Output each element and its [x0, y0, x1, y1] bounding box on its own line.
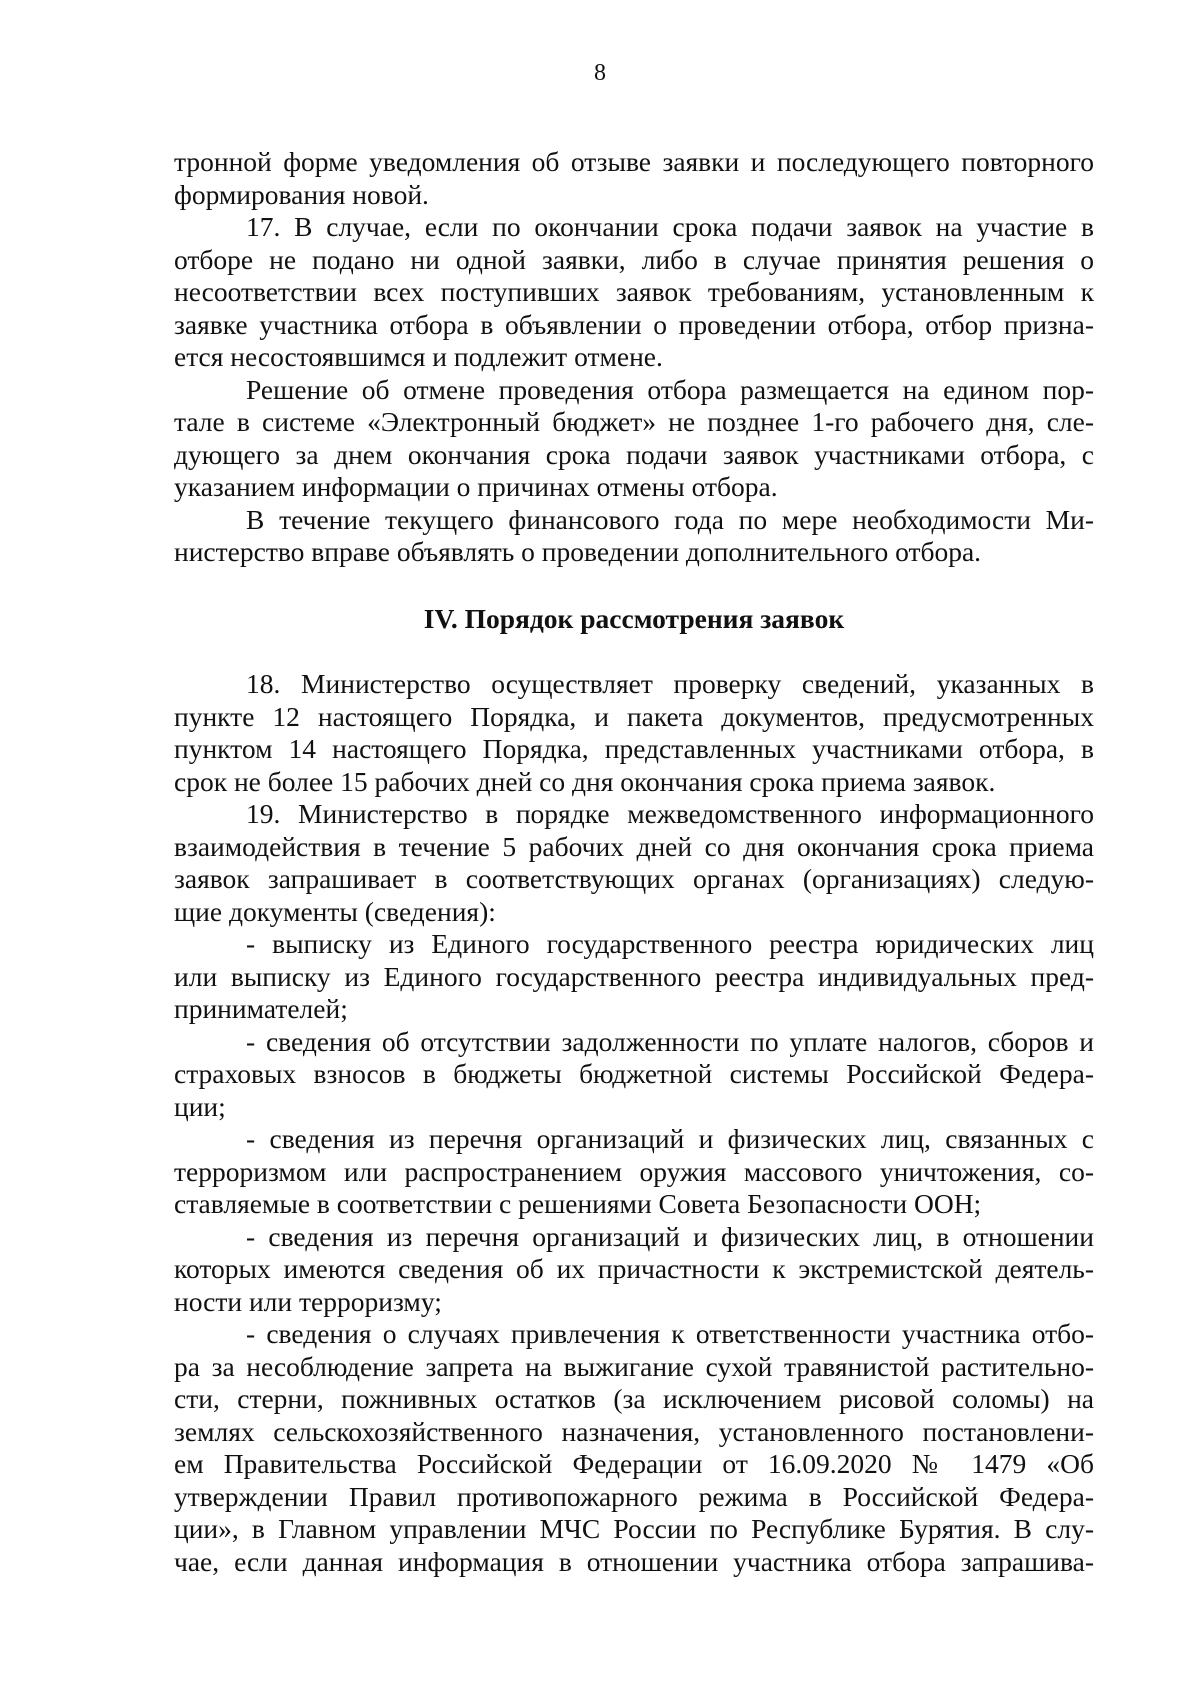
text-line: сти, стерни, пожнивных остатков (за исключением рисовой соломы) на: [174, 1383, 1094, 1414]
text-line: ставляемые в соответствии с решениями Совета Безопасности ООН;: [174, 1188, 982, 1219]
text-line: срок не более 15 рабочих дней со дня окончания срока приема заявок.: [174, 765, 996, 797]
paragraph-17: [174, 211, 1094, 374]
text-line: 19. Министерство в порядке межведомственного информационного: [246, 798, 1094, 829]
text-line: терроризмом или распространением оружия массового уничтожения, со-: [174, 1155, 1094, 1187]
text-line: заявок запрашивает в соответствующих органах (организациях) следую-: [174, 863, 1094, 894]
section-heading: IV. Порядок рассмотрения заявок: [423, 602, 845, 634]
text-line: тале в системе «Электронный бюджет» не позднее 1-го рабочего дня, сле-: [174, 406, 1094, 437]
list-item: [174, 1026, 1094, 1124]
paragraph-18: [174, 668, 1094, 798]
text-line: В течение текущего финансового года по мере необходимости Ми-: [246, 503, 1094, 535]
list-item: [174, 1318, 1094, 1578]
paragraph-cancel-decision: [174, 374, 1094, 504]
text-line: утверждении Правил противопожарного режима в Российской Федера-: [174, 1480, 1094, 1512]
text-line: - сведения из перечня организаций и физических лиц, в отношении: [246, 1220, 1094, 1252]
text-line: пунктом 14 настоящего Порядка, представленных участниками отбора, в: [174, 733, 1094, 764]
text-line: 18. Министерство осуществляет проверку сведений, указанных в: [246, 668, 1094, 699]
text-line: несоответствии всех поступивших заявок требованиям, установленным к: [174, 276, 1094, 307]
text-line: ции», в Главном управлении МЧС России по Республике Бурятия. В слу-: [174, 1513, 1094, 1544]
paragraph-continuation: [174, 146, 1094, 211]
text-line: заявке участника отбора в объявлении о проведении отбора, отбор призна-: [174, 308, 1094, 340]
paragraph-19: [174, 798, 1094, 928]
text-line: щие документы (сведения):: [174, 895, 496, 927]
text-line: 17. В случае, если по окончании срока подачи заявок на участие в: [246, 211, 1094, 242]
text-line: - выписку из Единого государственного реестра юридических лиц: [246, 928, 1094, 959]
text-line: взаимодействия в течение 5 рабочих дней со дня окончания срока приема: [174, 830, 1094, 862]
text-line: которых имеются сведения об их причастности к экстремистской деятель-: [174, 1253, 1094, 1284]
text-line: страховых взносов в бюджеты бюджетной системы Российской Федера-: [174, 1058, 1094, 1089]
text-line: ется несостоявшимся и подлежит отмене.: [174, 341, 663, 372]
text-line: - сведения о случаях привлечения к ответственности участника отбо-: [246, 1318, 1094, 1349]
text-line: ра за несоблюдение запрета на выжигание сухой травянистой растительно-: [174, 1350, 1094, 1382]
text-line: пункте 12 настоящего Порядка, и пакета документов, предусмотренных: [174, 700, 1094, 732]
text-line: указанием информации о причинах отмены отбора.: [174, 471, 778, 502]
document-body: [174, 146, 1094, 1578]
text-line: или выписку из Единого государственного реестра индивидуальных пред-: [174, 960, 1094, 992]
paragraph-additional-selection: [174, 504, 1094, 569]
text-line: чае, если данная информация в отношении участника отбора запрашива-: [174, 1545, 1094, 1577]
list-item: [174, 1221, 1094, 1319]
text-line: Решение об отмене проведения отбора размещается на едином пор-: [246, 373, 1094, 405]
page-number: 8: [594, 60, 606, 86]
text-line: - сведения об отсутствии задолженности по уплате налогов, сборов и: [246, 1025, 1094, 1057]
text-line: принимателей;: [174, 993, 348, 1024]
text-line: землях сельскохозяйственного назначения, установленного постановлени-: [174, 1415, 1094, 1447]
text-line: нистерство вправе объявлять о проведении дополнительного отбора.: [174, 536, 982, 567]
text-line: ем Правительства Российской Федерации от 16.09.2020 № 1479 «Об: [174, 1448, 1094, 1479]
text-line: дующего за днем окончания срока подачи заявок участниками отбора, с: [174, 438, 1094, 470]
text-line: - сведения из перечня организаций и физических лиц, связанных с: [246, 1123, 1094, 1154]
list-item: [174, 1123, 1094, 1221]
text-line: формирования новой.: [174, 178, 429, 210]
text-line: отборе не подано ни одной заявки, либо в случае принятия решения о: [174, 243, 1094, 275]
list-item: [174, 928, 1094, 1026]
text-line: ции;: [174, 1090, 226, 1122]
text-line: ности или терроризму;: [174, 1285, 442, 1317]
text-line: тронной форме уведомления об отзыве заявки и последующего повторного: [174, 146, 1094, 177]
